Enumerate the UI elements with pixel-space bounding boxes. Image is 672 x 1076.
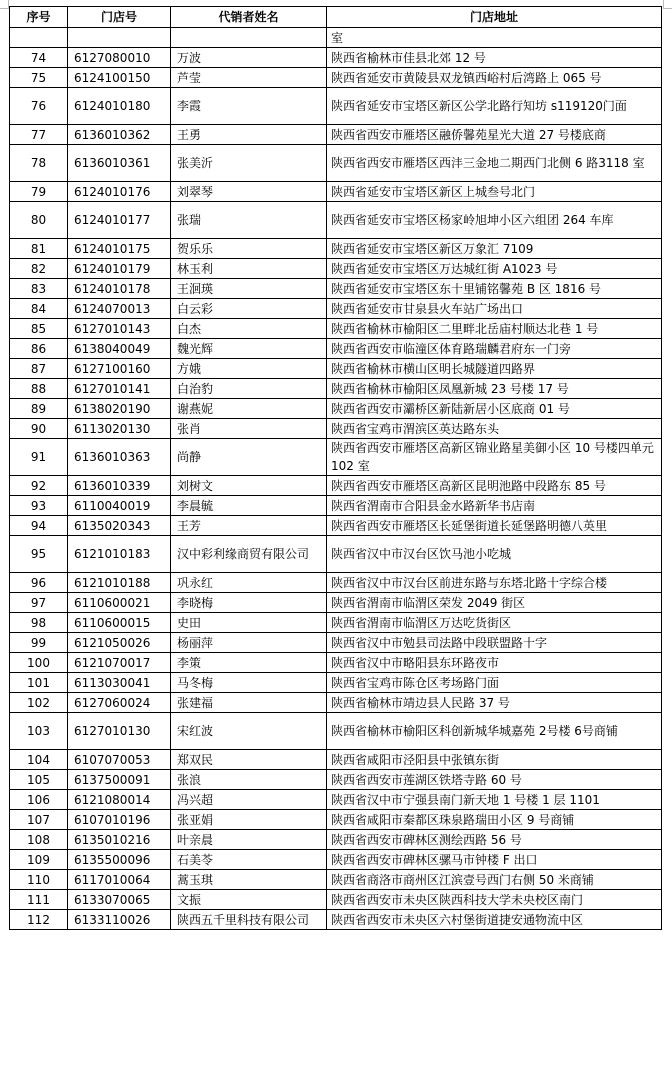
store-id-cell: 6127010141 (68, 379, 171, 399)
agent-name-cell: 郑双民 (171, 750, 327, 770)
store-id-cell: 6110600015 (68, 613, 171, 633)
table-row (10, 750, 662, 770)
store-id-cell: 6124100150 (68, 68, 171, 88)
store-address-cell: 陕西省西安市临潼区体育路瑞麟君府东一门旁 (327, 339, 662, 359)
table-row (10, 496, 662, 516)
store-address-cell: 陕西省西安市雁塔区高新区昆明池路中段路东 85 号 (327, 476, 662, 496)
agent-name-cell: 冯兴超 (171, 790, 327, 810)
table-row (10, 830, 662, 850)
agent-name-cell: 刘树文 (171, 476, 327, 496)
serial-cell: 76 (10, 88, 68, 125)
serial-cell: 102 (10, 693, 68, 713)
store-address-cell: 陕西省延安市甘泉县火车站广场出口 (327, 299, 662, 319)
agent-name-cell: 蒿玉琪 (171, 870, 327, 890)
table-row (10, 693, 662, 713)
table-row (10, 339, 662, 359)
store-address-cell: 陕西省榆林市横山区明长城隧道四路界 (327, 359, 662, 379)
store-id-cell: 6107010196 (68, 810, 171, 830)
store-address-cell: 陕西省西安市碑林区骡马市钟楼 F 出口 (327, 850, 662, 870)
store-address-cell: 陕西省咸阳市秦都区珠泉路瑞田小区 9 号商铺 (327, 810, 662, 830)
store-address-cell: 陕西省榆林市靖边县人民路 37 号 (327, 693, 662, 713)
table-row (10, 419, 662, 439)
store-id-cell: 6113030041 (68, 673, 171, 693)
table-row (10, 910, 662, 930)
table-row (10, 182, 662, 202)
table-row (10, 613, 662, 633)
table-row (10, 439, 662, 476)
agent-name-cell: 汉中彩利缘商贸有限公司 (171, 536, 327, 573)
store-id-cell: 6135020343 (68, 516, 171, 536)
store-id-cell: 6117010064 (68, 870, 171, 890)
agent-name-cell: 李晓梅 (171, 593, 327, 613)
store-address-cell: 陕西省延安市宝塔区新区公学北路行知坊 s119120门面 (327, 88, 662, 125)
table-row (10, 890, 662, 910)
store-address-cell: 陕西省西安市雁塔区高新区锦业路星美御小区 10 号楼四单元 102 室 (327, 439, 662, 476)
table-row (10, 536, 662, 573)
store-address-cell: 陕西省西安市雁塔区西沣三金地二期西门北侧 6 路3118 室 (327, 145, 662, 182)
serial-cell: 86 (10, 339, 68, 359)
agent-name-cell: 张亚娟 (171, 810, 327, 830)
store-address-cell: 陕西省商洛市商州区江滨壹号西门右侧 50 米商铺 (327, 870, 662, 890)
serial-cell: 93 (10, 496, 68, 516)
store-id-cell: 6136010362 (68, 125, 171, 145)
agent-name-cell: 白治豹 (171, 379, 327, 399)
agent-name-cell: 魏光辉 (171, 339, 327, 359)
store-id-cell: 6127100160 (68, 359, 171, 379)
agent-name-cell: 张瑞 (171, 202, 327, 239)
table-row (10, 48, 662, 68)
store-id-cell: 6110040019 (68, 496, 171, 516)
store-id-cell: 6133110026 (68, 910, 171, 930)
agent-name-cell: 张浪 (171, 770, 327, 790)
store-id-cell: 6124010177 (68, 202, 171, 239)
agent-name-cell: 马冬梅 (171, 673, 327, 693)
serial-cell: 83 (10, 279, 68, 299)
store-address-cell: 陕西省宝鸡市陈仓区考场路门面 (327, 673, 662, 693)
table-row (10, 145, 662, 182)
agent-name-cell: 王芳 (171, 516, 327, 536)
store-id-cell: 6133070065 (68, 890, 171, 910)
agent-name-cell: 白云彩 (171, 299, 327, 319)
store-address-cell: 陕西省榆林市榆阳区二里畔北岳庙村顺达北巷 1 号 (327, 319, 662, 339)
agent-name-cell: 张建福 (171, 693, 327, 713)
store-id-cell: 6124010175 (68, 239, 171, 259)
store-address-cell: 陕西省西安市雁塔区融侨馨苑星光大道 27 号楼底商 (327, 125, 662, 145)
table-row (10, 28, 662, 48)
agent-name-cell: 谢燕妮 (171, 399, 327, 419)
store-address-cell: 陕西省延安市宝塔区杨家岭旭坤小区六组团 264 车库 (327, 202, 662, 239)
serial-cell: 110 (10, 870, 68, 890)
store-address-cell: 陕西省渭南市临渭区万达吃货街区 (327, 613, 662, 633)
store-id-cell: 6124010180 (68, 88, 171, 125)
store-address-cell: 陕西省渭南市临渭区荣发 2049 街区 (327, 593, 662, 613)
table-row (10, 516, 662, 536)
store-id-cell: 6124010176 (68, 182, 171, 202)
agent-name-cell: 刘翠琴 (171, 182, 327, 202)
store-address-cell: 陕西省汉中市宁强县南门新天地 1 号楼 1 层 1101 (327, 790, 662, 810)
serial-cell: 98 (10, 613, 68, 633)
header-serial: 序号 (10, 7, 68, 28)
table-row (10, 68, 662, 88)
store-address-cell: 陕西省西安市雁塔区长延堡街道长延堡路明德八英里 (327, 516, 662, 536)
serial-cell: 92 (10, 476, 68, 496)
store-address-cell: 陕西省宝鸡市渭滨区英达路东头 (327, 419, 662, 439)
serial-cell: 96 (10, 573, 68, 593)
store-id-cell: 6137500091 (68, 770, 171, 790)
table-row (10, 399, 662, 419)
store-id-cell: 6138040049 (68, 339, 171, 359)
agent-name-cell: 白杰 (171, 319, 327, 339)
store-address-cell: 陕西省榆林市榆阳区凤凰新城 23 号楼 17 号 (327, 379, 662, 399)
serial-cell: 84 (10, 299, 68, 319)
agent-name-cell: 李晨毓 (171, 496, 327, 516)
table-row (10, 790, 662, 810)
agent-name-cell: 方娥 (171, 359, 327, 379)
table-row (10, 653, 662, 673)
store-address-cell: 陕西省汉中市勉县司法路中段联盟路十字 (327, 633, 662, 653)
serial-cell: 77 (10, 125, 68, 145)
store-address-cell: 陕西省汉中市汉台区饮马池小吃城 (327, 536, 662, 573)
store-address-cell: 陕西省西安市灞桥区新陆新居小区底商 01 号 (327, 399, 662, 419)
store-id-cell: 6121050026 (68, 633, 171, 653)
store-address-cell: 陕西省汉中市汉台区前进东路与东塔北路十字综合楼 (327, 573, 662, 593)
store-id-cell: 6124010179 (68, 259, 171, 279)
serial-cell: 74 (10, 48, 68, 68)
agent-name-cell: 张美沂 (171, 145, 327, 182)
store-address-cell: 陕西省延安市宝塔区新区万象汇 7109 (327, 239, 662, 259)
serial-cell: 80 (10, 202, 68, 239)
table-row (10, 850, 662, 870)
serial-cell: 89 (10, 399, 68, 419)
store-address-cell: 陕西省汉中市略阳县东环路夜市 (327, 653, 662, 673)
agent-name-cell: 李霞 (171, 88, 327, 125)
serial-cell: 79 (10, 182, 68, 202)
serial-cell: 97 (10, 593, 68, 613)
agent-name-cell: 巩永红 (171, 573, 327, 593)
agent-name-cell: 芦莹 (171, 68, 327, 88)
serial-cell: 90 (10, 419, 68, 439)
table-row (10, 673, 662, 693)
agent-name-cell: 王洄瑛 (171, 279, 327, 299)
store-address-cell: 陕西省西安市碑林区测绘西路 56 号 (327, 830, 662, 850)
serial-cell: 105 (10, 770, 68, 790)
table-row (10, 633, 662, 653)
store-id-cell: 6127010143 (68, 319, 171, 339)
agent-name-cell: 王勇 (171, 125, 327, 145)
store-id-cell: 6135500096 (68, 850, 171, 870)
serial-cell: 87 (10, 359, 68, 379)
crop-mark-top-left (0, 0, 9, 9)
serial-cell: 103 (10, 713, 68, 750)
table-row (10, 593, 662, 613)
store-id-cell: 6121010188 (68, 573, 171, 593)
serial-cell (10, 28, 68, 48)
agent-name-cell: 贺乐乐 (171, 239, 327, 259)
agent-name-cell: 尚静 (171, 439, 327, 476)
store-address-cell: 陕西省咸阳市泾阳县中张镇东街 (327, 750, 662, 770)
serial-cell: 104 (10, 750, 68, 770)
serial-cell: 82 (10, 259, 68, 279)
serial-cell: 108 (10, 830, 68, 850)
store-id-cell: 6124010178 (68, 279, 171, 299)
store-id-cell: 6121010183 (68, 536, 171, 573)
store-id-cell: 6136010363 (68, 439, 171, 476)
table-row (10, 88, 662, 125)
store-address-cell: 陕西省延安市黄陵县双龙镇西峪村后湾路上 065 号 (327, 68, 662, 88)
serial-cell: 75 (10, 68, 68, 88)
store-id-cell: 6127060024 (68, 693, 171, 713)
serial-cell: 99 (10, 633, 68, 653)
store-address-cell: 室 (327, 28, 662, 48)
serial-cell: 100 (10, 653, 68, 673)
table-row (10, 476, 662, 496)
header-store-id: 门店号 (68, 7, 171, 28)
store-id-cell: 6121080014 (68, 790, 171, 810)
table-row (10, 279, 662, 299)
serial-cell: 109 (10, 850, 68, 870)
store-id-cell: 6136010361 (68, 145, 171, 182)
store-address-cell: 陕西省西安市莲湖区铁塔寺路 60 号 (327, 770, 662, 790)
store-address-cell: 陕西省渭南市合阳县金水路新华书店南 (327, 496, 662, 516)
store-address-cell: 陕西省西安市未央区陕西科技大学未央校区南门 (327, 890, 662, 910)
serial-cell: 112 (10, 910, 68, 930)
table-header-row (10, 7, 662, 28)
store-address-cell: 陕西省榆林市佳县北郊 12 号 (327, 48, 662, 68)
agent-name-cell: 陕西五千里科技有限公司 (171, 910, 327, 930)
table-row (10, 379, 662, 399)
table-row (10, 359, 662, 379)
store-id-cell (68, 28, 171, 48)
header-store-address: 门店地址 (327, 7, 662, 28)
table-row (10, 125, 662, 145)
store-id-cell: 6107070053 (68, 750, 171, 770)
header-agent-name: 代销者姓名 (171, 7, 327, 28)
table-row (10, 870, 662, 890)
agent-name-cell: 叶亲晨 (171, 830, 327, 850)
crop-mark-top-right (663, 0, 672, 9)
table-row (10, 810, 662, 830)
serial-cell: 95 (10, 536, 68, 573)
serial-cell: 88 (10, 379, 68, 399)
serial-cell: 107 (10, 810, 68, 830)
table-row (10, 713, 662, 750)
agent-name-cell: 林玉利 (171, 259, 327, 279)
serial-cell: 85 (10, 319, 68, 339)
table-row (10, 299, 662, 319)
table-row (10, 202, 662, 239)
agent-name-cell: 李策 (171, 653, 327, 673)
table-row (10, 573, 662, 593)
table-row (10, 239, 662, 259)
serial-cell: 91 (10, 439, 68, 476)
agent-name-cell: 万波 (171, 48, 327, 68)
serial-cell: 81 (10, 239, 68, 259)
agent-name-cell: 张肖 (171, 419, 327, 439)
store-address-cell: 陕西省西安市未央区六村堡街道捷安通物流中区 (327, 910, 662, 930)
store-id-cell: 6127010130 (68, 713, 171, 750)
store-id-cell: 6110600021 (68, 593, 171, 613)
store-address-cell: 陕西省延安市宝塔区万达城红街 A1023 号 (327, 259, 662, 279)
agent-name-cell: 文振 (171, 890, 327, 910)
agent-name-cell: 宋红波 (171, 713, 327, 750)
agent-name-cell (171, 28, 327, 48)
table-row (10, 259, 662, 279)
table-row (10, 319, 662, 339)
store-address-cell: 陕西省延安市宝塔区东十里铺铭馨苑 B 区 1816 号 (327, 279, 662, 299)
serial-cell: 106 (10, 790, 68, 810)
serial-cell: 101 (10, 673, 68, 693)
store-id-cell: 6113020130 (68, 419, 171, 439)
store-id-cell: 6124070013 (68, 299, 171, 319)
serial-cell: 94 (10, 516, 68, 536)
store-table (9, 6, 662, 930)
store-address-cell: 陕西省延安市宝塔区新区上城叁号北门 (327, 182, 662, 202)
serial-cell: 111 (10, 890, 68, 910)
serial-cell: 78 (10, 145, 68, 182)
store-id-cell: 6127080010 (68, 48, 171, 68)
store-id-cell: 6136010339 (68, 476, 171, 496)
store-id-cell: 6121070017 (68, 653, 171, 673)
table-row (10, 770, 662, 790)
store-id-cell: 6138020190 (68, 399, 171, 419)
store-id-cell: 6135010216 (68, 830, 171, 850)
store-address-cell: 陕西省榆林市榆阳区科创新城华城嘉苑 2号楼 6号商铺 (327, 713, 662, 750)
agent-name-cell: 史田 (171, 613, 327, 633)
agent-name-cell: 杨丽萍 (171, 633, 327, 653)
agent-name-cell: 石美苓 (171, 850, 327, 870)
